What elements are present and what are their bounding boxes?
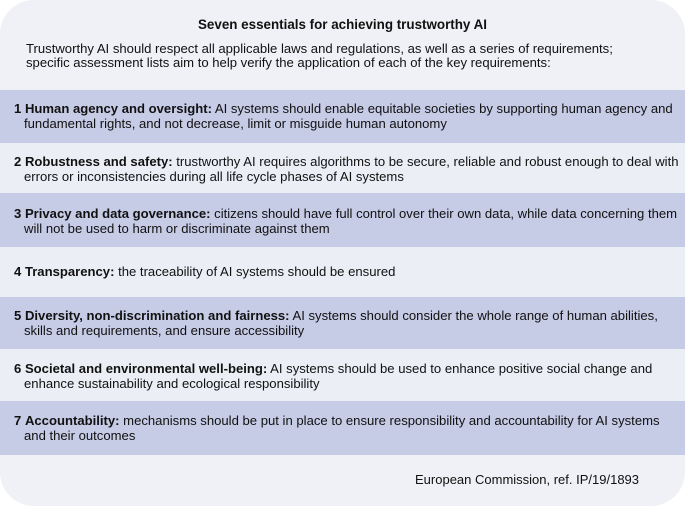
item-number: 4 <box>14 264 22 279</box>
requirement-item-5 <box>14 308 685 338</box>
item-text-line-2: errors or inconsistencies during all life cycle phases of AI systems <box>24 169 404 184</box>
source-citation: European Commission, ref. IP/19/1893 <box>415 472 640 487</box>
item-number: 6 <box>14 361 22 376</box>
item-text-line-1: mechanisms should be put in place to ensure responsibility and accountability for AI systems <box>123 413 660 428</box>
item-text-line-2: skills and requirements, and ensure accessibility <box>24 323 305 338</box>
item-number: 1 <box>14 101 22 116</box>
item-text-line-1: AI systems should be used to enhance positive social change and <box>270 361 653 376</box>
requirement-item-2 <box>14 154 685 184</box>
item-heading: Robustness and safety: <box>24 154 173 169</box>
item-text-line-2: enhance sustainability and ecological responsibility <box>24 376 320 391</box>
item-text-line-2: and their outcomes <box>24 428 136 443</box>
item-number: 3 <box>14 206 22 221</box>
item-text-line-1: AI systems should enable equitable societies by supporting human agency and <box>214 101 673 116</box>
item-number: 7 <box>14 413 22 428</box>
item-text-line-2: fundamental rights, and not decrease, limit or misguide human autonomy <box>24 116 447 131</box>
item-text-line-1: the traceability of AI systems should be ensured <box>118 264 396 279</box>
intro-text <box>26 42 676 70</box>
requirement-item-3 <box>14 206 685 236</box>
item-text-line-1: trustworthy AI requires algorithms to be secure, reliable and robust enough to deal with <box>176 154 679 169</box>
item-heading: Human agency and oversight: <box>24 101 212 116</box>
item-number: 2 <box>14 154 22 169</box>
item-heading: Societal and environmental well-being: <box>24 361 268 376</box>
requirement-item-4 <box>14 264 685 279</box>
intro-line-2: specific assessment lists aim to help verify the application of each of the key requirements: <box>26 55 551 70</box>
panel-title: Seven essentials for achieving trustworthy AI <box>198 17 487 32</box>
requirement-item-7 <box>14 413 685 443</box>
requirement-item-1 <box>14 101 685 131</box>
item-text-line-1: citizens should have full control over their own data, while data concerning them <box>214 206 678 221</box>
item-text-line-2: will not be used to harm or discriminate against them <box>24 221 330 236</box>
item-heading: Accountability: <box>24 413 120 428</box>
item-text-line-1: AI systems should consider the whole range of human abilities, <box>292 308 658 323</box>
item-heading: Privacy and data governance: <box>24 206 211 221</box>
item-heading: Transparency: <box>24 264 115 279</box>
requirement-item-6 <box>14 361 685 391</box>
item-heading: Diversity, non-discrimination and fairness: <box>24 308 290 323</box>
item-number: 5 <box>14 308 22 323</box>
intro-line-1: Trustworthy AI should respect all applicable laws and regulations, as well as a series of requirements; <box>26 41 613 56</box>
